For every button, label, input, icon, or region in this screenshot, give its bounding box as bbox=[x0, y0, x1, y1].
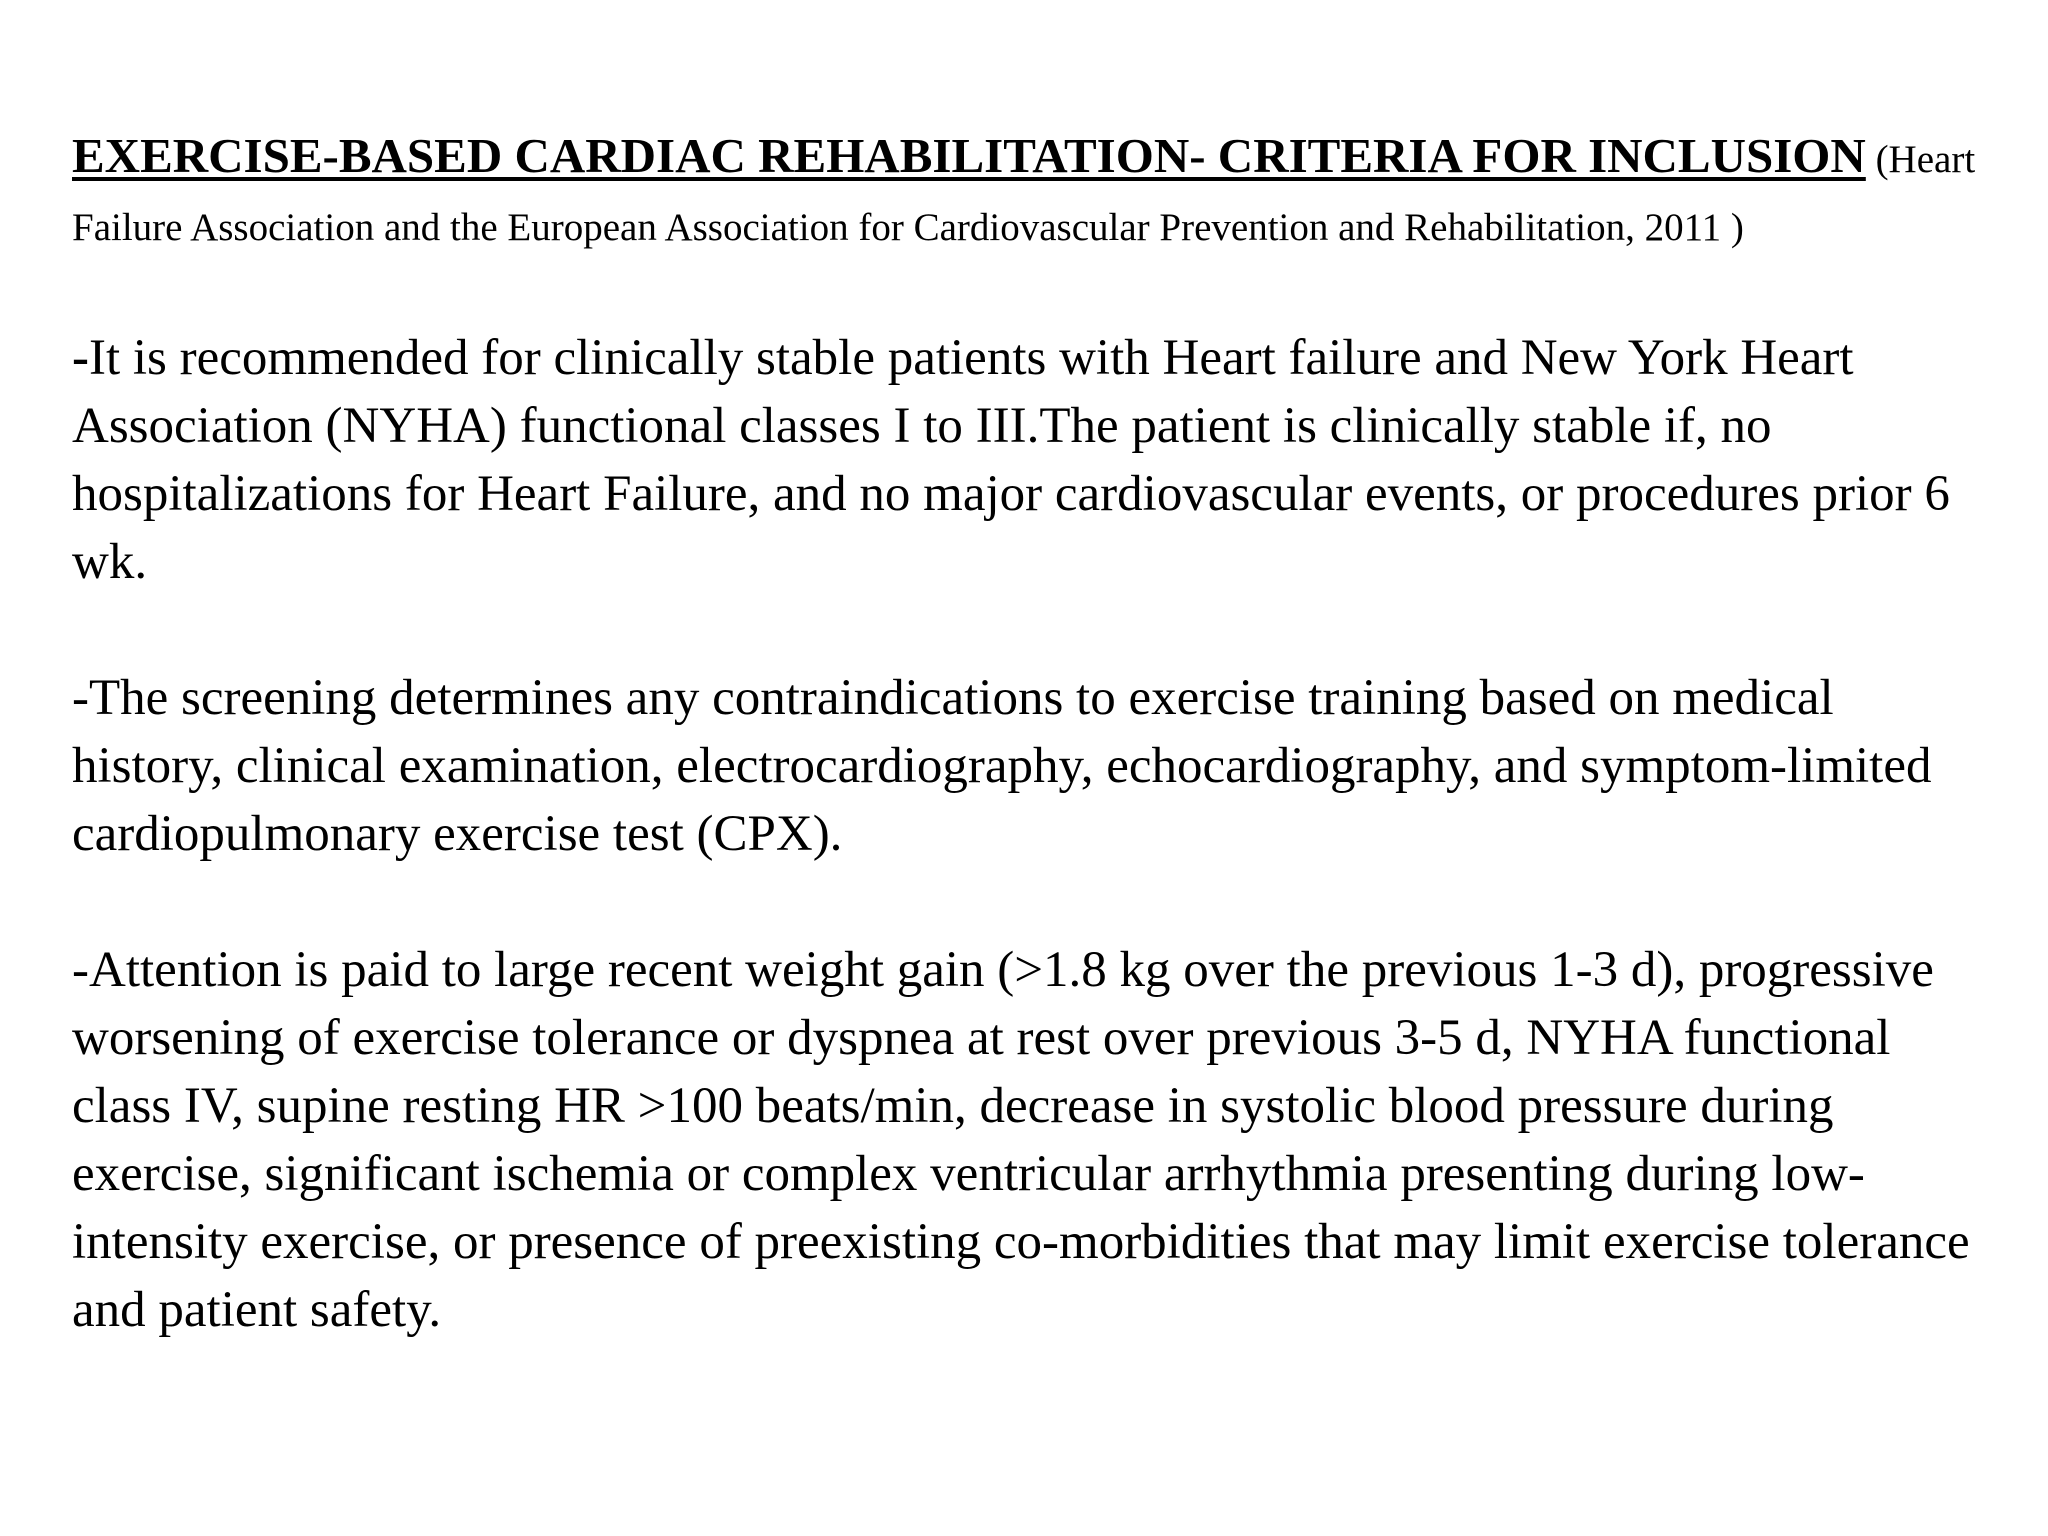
paragraph-text: It is recommended for clinically stable patients with Heart failure and New York Heart Association (NYHA) functional classes I to III.The patient is clinically stable if, no hospitalizations for Heart Failure, and no major cardiovascular events, or procedures prior 6 wk. bbox=[72, 330, 1950, 590]
paragraph-dash: - bbox=[72, 330, 89, 386]
slide-content bbox=[72, 122, 1992, 1344]
slide-heading bbox=[72, 122, 1992, 258]
paragraph-screening: -The screening determines any contraindications to exercise training based on medical history, clinical examination, electrocardiography, echocardiography, and symptom-limited cardiopulmonary exercise test (CPX). bbox=[72, 670, 1932, 862]
paragraph-inclusion-criteria bbox=[72, 324, 1992, 596]
source-citation: (Heart Failure Association and the European Association for Cardiovascular Prevention and Rehabilitation, 2011 ) bbox=[72, 138, 1976, 249]
paragraph-attention-criteria: -Attention is paid to large recent weight gain (>1.8 kg over the previous 1-3 d), progressive worsening of exercise tolerance or dyspnea at rest over previous 3-5 d, NYHA functional class IV, supine resting HR >100 beats/min, decrease in systolic blood pressure during exercise, significant ischemia or complex ventricular arrhythmia presenting during low-intensity exercise, or presence of preexisting co-morbidities that may limit exercise tolerance and patient safety. bbox=[72, 942, 1970, 1338]
slide-title: EXERCISE-BASED CARDIAC REHABILITATION- CRITERIA FOR INCLUSION bbox=[72, 128, 1866, 183]
